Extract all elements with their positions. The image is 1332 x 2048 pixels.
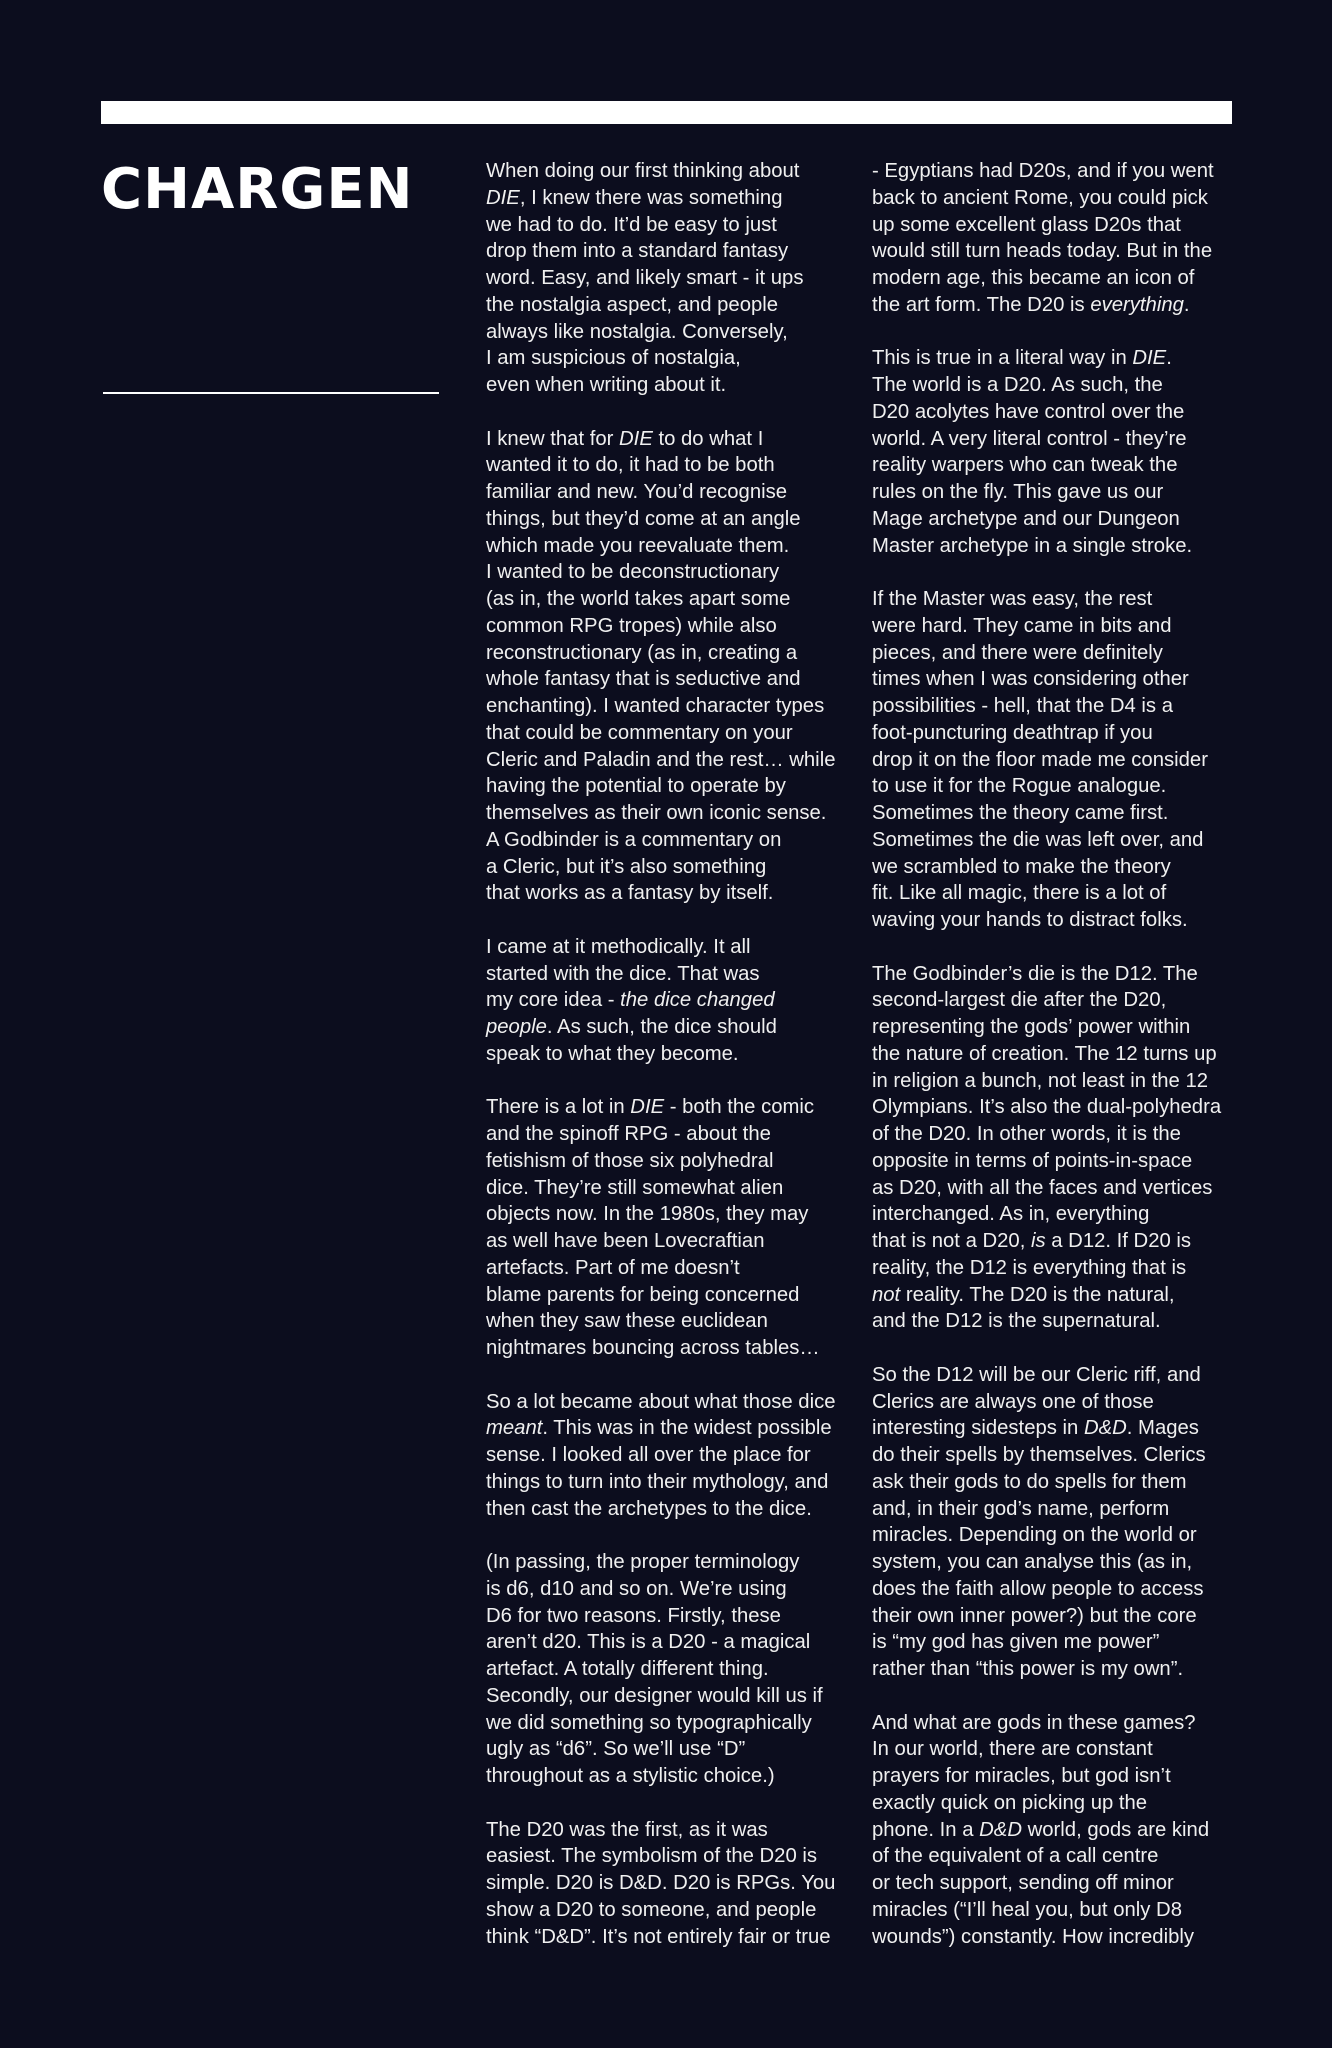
text-line: objects now. In the 1980s, they may bbox=[486, 1203, 809, 1226]
text-line: blame parents for being concerned bbox=[486, 1283, 800, 1306]
text-line: or tech support, sending off minor bbox=[872, 1872, 1174, 1894]
text-line: D20 acolytes have control over the bbox=[872, 400, 1185, 423]
text-line: second-largest die after the D20, bbox=[872, 989, 1167, 1012]
text-line: (In passing, the proper terminology bbox=[486, 1551, 800, 1573]
text-line: world. A very literal control - they’re bbox=[872, 427, 1187, 450]
text-line: throughout as a stylistic choice.) bbox=[486, 1765, 775, 1787]
text-line: word. Easy, and likely smart - it ups bbox=[486, 267, 804, 289]
title-rule bbox=[103, 392, 439, 394]
text-line: rules on the fly. This gave us our bbox=[872, 481, 1164, 503]
text-line: representing the gods’ power within bbox=[872, 1016, 1191, 1038]
text-line: fetishism of those six polyhedral bbox=[486, 1149, 774, 1172]
text-line: A Godbinder is a commentary on bbox=[486, 828, 782, 851]
text-line: do their spells by themselves. Clerics bbox=[872, 1444, 1206, 1466]
text-line: is “my god has given me power” bbox=[872, 1631, 1160, 1654]
text-line: that is not a D20, is a D12. If D20 is bbox=[872, 1230, 1192, 1252]
paragraph bbox=[872, 586, 1232, 934]
paragraph bbox=[872, 158, 1232, 319]
text-line: pieces, and there were definitely bbox=[872, 641, 1163, 664]
text-line: show a D20 to someone, and people bbox=[486, 1898, 817, 1921]
text-line: ask their gods to do spells for them bbox=[872, 1470, 1187, 1493]
text-line: and, in their god’s name, perform bbox=[872, 1497, 1170, 1520]
text-line: So a lot became about what those dice bbox=[486, 1390, 836, 1413]
text-line: dice. They’re still somewhat alien bbox=[486, 1176, 784, 1199]
text-line: the art form. The D20 is everything. bbox=[872, 293, 1190, 316]
text-line: we scrambled to make the theory bbox=[872, 855, 1171, 878]
text-line: drop it on the floor made me consider bbox=[872, 748, 1208, 771]
text-line: So the D12 will be our Cleric riff, and bbox=[872, 1363, 1201, 1386]
text-line: things, but they’d come at an angle bbox=[486, 507, 801, 530]
text-line: reality warpers who can tweak the bbox=[872, 454, 1178, 477]
text-column-1 bbox=[486, 158, 866, 1977]
text-line: back to ancient Rome, you could pick bbox=[872, 186, 1208, 209]
text-line: easiest. The symbolism of the D20 is bbox=[486, 1845, 818, 1868]
text-line: familiar and new. You’d recognise bbox=[486, 481, 788, 503]
text-line: a Cleric, but it’s also something bbox=[486, 855, 767, 878]
text-line: whole fantasy that is seductive and bbox=[486, 668, 801, 691]
text-line: the nostalgia aspect, and people bbox=[486, 293, 779, 316]
text-line: common RPG tropes) while also bbox=[486, 614, 777, 637]
text-line: foot-puncturing deathtrap if you bbox=[872, 721, 1153, 744]
text-line: system, you can analyse this (as in, bbox=[872, 1551, 1193, 1573]
text-line: themselves as their own iconic sense. bbox=[486, 802, 827, 824]
text-line: modern age, this became an icon of bbox=[872, 267, 1195, 289]
text-line: up some excellent glass D20s that bbox=[872, 213, 1181, 236]
text-line: my core idea - the dice changed bbox=[486, 989, 775, 1012]
paragraph bbox=[486, 1817, 866, 1951]
text-line: Clerics are always one of those bbox=[872, 1390, 1154, 1413]
text-line: There is a lot in DIE - both the comic bbox=[486, 1096, 815, 1119]
text-line: aren’t d20. This is a D20 - a magical bbox=[486, 1631, 811, 1654]
text-line: having the potential to operate by bbox=[486, 775, 786, 798]
text-line: and the spinoff RPG - about the bbox=[486, 1123, 771, 1145]
text-line: artefact. A totally different thing. bbox=[486, 1658, 769, 1680]
text-line: Mage archetype and our Dungeon bbox=[872, 507, 1180, 530]
text-line: I wanted to be deconstructionary bbox=[486, 561, 780, 584]
text-line: always like nostalgia. Conversely, bbox=[486, 320, 788, 343]
text-line: And what are gods in these games? bbox=[872, 1711, 1196, 1734]
text-line: Cleric and Paladin and the rest… while bbox=[486, 748, 836, 771]
text-line: in religion a bunch, not least in the 12 bbox=[872, 1069, 1208, 1092]
text-line: as well have been Lovecraftian bbox=[486, 1230, 765, 1252]
text-line: that works as a fantasy by itself. bbox=[486, 882, 774, 905]
text-line: enchanting). I wanted character types bbox=[486, 695, 825, 717]
text-line: of the equivalent of a call centre bbox=[872, 1845, 1159, 1868]
paragraph bbox=[486, 934, 866, 1068]
text-line: nightmares bouncing across tables… bbox=[486, 1337, 820, 1359]
text-line: D6 for two reasons. Firstly, these bbox=[486, 1604, 781, 1627]
text-line: - Egyptians had D20s, and if you went bbox=[872, 160, 1214, 182]
text-line: Sometimes the theory came first. bbox=[872, 802, 1169, 824]
page-title: CHARGEN bbox=[101, 157, 414, 222]
paragraph bbox=[872, 961, 1232, 1336]
paragraph bbox=[486, 1549, 866, 1790]
text-line: phone. In a D&D world, gods are kind bbox=[872, 1818, 1210, 1841]
text-line: I came at it methodically. It all bbox=[486, 935, 751, 958]
text-column-2 bbox=[872, 158, 1232, 1977]
text-line: Olympians. It’s also the dual-polyhedra bbox=[872, 1096, 1222, 1119]
text-line: opposite in terms of points-in-space bbox=[872, 1149, 1193, 1172]
text-line: would still turn heads today. But in the bbox=[872, 240, 1213, 263]
text-line: ugly as “d6”. So we’ll use “D” bbox=[486, 1738, 746, 1761]
text-line: things to turn into their mythology, and bbox=[486, 1470, 829, 1493]
text-line: we did something so typographically bbox=[486, 1711, 812, 1734]
text-line: and the D12 is the supernatural. bbox=[872, 1310, 1161, 1333]
text-line: rather than “this power is my own”. bbox=[872, 1658, 1184, 1680]
text-line: sense. I looked all over the place for bbox=[486, 1444, 811, 1466]
text-line: simple. D20 is D&D. D20 is RPGs. You bbox=[486, 1872, 836, 1894]
text-line: Master archetype in a single stroke. bbox=[872, 534, 1193, 557]
paragraph bbox=[486, 1389, 866, 1523]
text-line: times when I was considering other bbox=[872, 668, 1189, 691]
paragraph bbox=[872, 1710, 1232, 1951]
text-line: interesting sidesteps in D&D. Mages bbox=[872, 1417, 1199, 1440]
text-line: prayers for miracles, but god isn’t bbox=[872, 1765, 1171, 1787]
text-line: interchanged. As in, everything bbox=[872, 1203, 1150, 1226]
text-line: If the Master was easy, the rest bbox=[872, 588, 1153, 610]
text-line: not reality. The D20 is the natural, bbox=[872, 1283, 1175, 1306]
text-line: miracles. Depending on the world or bbox=[872, 1524, 1197, 1547]
text-line: is d6, d10 and so on. We’re using bbox=[486, 1577, 787, 1600]
text-line: The Godbinder’s die is the D12. The bbox=[872, 962, 1198, 985]
text-line: The D20 was the first, as it was bbox=[486, 1818, 768, 1841]
text-line: In our world, there are constant bbox=[872, 1738, 1153, 1761]
text-line: does the faith allow people to access bbox=[872, 1577, 1204, 1600]
text-line: I am suspicious of nostalgia, bbox=[486, 347, 741, 370]
text-line: When doing our first thinking about bbox=[486, 160, 800, 182]
text-line: This is true in a literal way in DIE. bbox=[872, 347, 1172, 370]
text-line: then cast the archetypes to the dice. bbox=[486, 1497, 812, 1520]
paragraph bbox=[872, 1362, 1232, 1683]
text-line: reality, the D12 is everything that is bbox=[872, 1256, 1187, 1279]
text-line: started with the dice. That was bbox=[486, 962, 760, 985]
text-line: The world is a D20. As such, the bbox=[872, 374, 1163, 396]
text-line: miracles (“I’ll heal you, but only D8 bbox=[872, 1898, 1182, 1921]
text-line: were hard. They came in bits and bbox=[872, 614, 1172, 637]
text-line: waving your hands to distract folks. bbox=[872, 909, 1188, 931]
text-line: think “D&D”. It’s not entirely fair or true bbox=[486, 1925, 831, 1948]
paragraph bbox=[486, 1094, 866, 1362]
paragraph bbox=[486, 158, 866, 399]
text-line: meant. This was in the widest possible bbox=[486, 1417, 832, 1440]
text-line: wounds”) constantly. How incredibly bbox=[872, 1925, 1195, 1948]
text-line: to use it for the Rogue analogue. bbox=[872, 775, 1167, 798]
text-line: even when writing about it. bbox=[486, 374, 727, 396]
text-line: reconstructionary (as in, creating a bbox=[486, 641, 798, 664]
text-line: people. As such, the dice should bbox=[486, 1016, 777, 1038]
text-line: the nature of creation. The 12 turns up bbox=[872, 1042, 1217, 1065]
text-line: artefacts. Part of me doesn’t bbox=[486, 1256, 740, 1279]
text-line: exactly quick on picking up the bbox=[872, 1791, 1148, 1814]
text-line: fit. Like all magic, there is a lot of bbox=[872, 882, 1167, 905]
text-line: possibilities - hell, that the D4 is a bbox=[872, 695, 1173, 717]
text-line: I knew that for DIE to do what I bbox=[486, 427, 764, 450]
text-line: (as in, the world takes apart some bbox=[486, 588, 791, 610]
text-line: which made you reevaluate them. bbox=[486, 534, 790, 557]
text-line: of the D20. In other words, it is the bbox=[872, 1123, 1181, 1145]
text-line: drop them into a standard fantasy bbox=[486, 240, 789, 263]
text-line: when they saw these euclidean bbox=[486, 1310, 768, 1333]
text-line: we had to do. It’d be easy to just bbox=[486, 213, 777, 236]
text-line: that could be commentary on your bbox=[486, 721, 793, 744]
header-bar bbox=[101, 101, 1232, 124]
text-line: Sometimes the die was left over, and bbox=[872, 828, 1204, 851]
text-line: as D20, with all the faces and vertices bbox=[872, 1176, 1213, 1199]
text-line: wanted it to do, it had to be both bbox=[486, 454, 775, 477]
paragraph bbox=[872, 345, 1232, 559]
text-line: DIE, I knew there was something bbox=[486, 186, 783, 209]
text-line: speak to what they become. bbox=[486, 1042, 739, 1065]
paragraph bbox=[486, 426, 866, 908]
text-line: their own inner power?) but the core bbox=[872, 1604, 1197, 1627]
text-line: Secondly, our designer would kill us if bbox=[486, 1684, 823, 1707]
